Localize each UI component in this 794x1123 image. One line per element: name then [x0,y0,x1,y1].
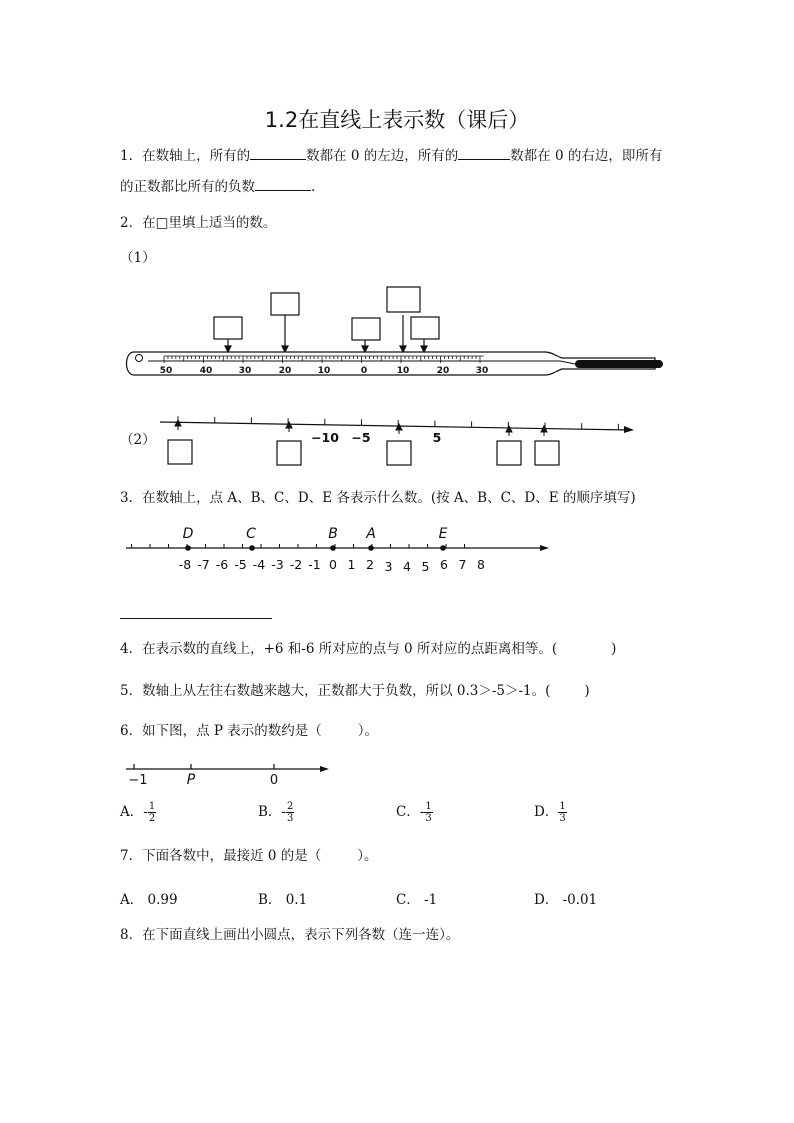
option-d[interactable]: D． $\frac{1}{3}$ [534,801,566,824]
tick-label: -3 [271,557,284,572]
tick-label: -5 [234,557,247,572]
thermometer-tick-label: 50 [159,366,173,376]
answer-box[interactable] [277,441,301,465]
thermometer-tick-label: 20 [278,366,292,376]
tick-label: -7 [197,557,210,572]
tick-label: 3 [384,559,393,574]
thermometer-tick-label: 30 [475,366,489,376]
axis-label: 0 [269,773,279,788]
option-b[interactable]: B．- $\frac{2}{3}$ [258,801,294,824]
tick-label: -4 [252,557,266,572]
thermometer-tick-label: 20 [436,366,450,376]
tick-label: 8 [477,557,485,572]
thermometer-tick-label: 10 [317,366,331,376]
point-label: B [328,526,338,542]
thermometer-tick-label: 0 [360,366,368,376]
question-4: 4．在表示数的直线上，+6 和-6 所对应的点与 0 所对应的点距离相等。( ) [120,641,617,657]
point-label: C [246,526,256,542]
points-number-line [120,520,560,578]
tick-label: -2 [289,557,303,572]
option-c[interactable]: C． -1 [396,892,438,908]
answer-line[interactable] [120,618,272,619]
point-label: A [366,526,376,542]
answer-box[interactable] [535,441,559,465]
answer-box[interactable] [214,317,242,339]
tick-label: -1 [308,557,321,572]
tick-label: 5 [421,559,430,574]
thermometer-figure [120,280,680,390]
tick-label: -8 [178,557,192,572]
tick-label: 4 [403,559,411,574]
thermometer-bulb [575,360,663,368]
question-1-line-2: 的正数都比所有的负数 . [120,179,316,195]
question-6-stem: 6．如下图，点 P 表示的数约是（ ）。 [120,723,379,739]
point-label: D [182,526,194,542]
question-5: 5．数轴上从左往右数越来越大，正数都大于负数，所以 0.3＞-5＞-1。( ) [120,683,590,699]
point-label: P [186,772,196,788]
option-c[interactable]: C．- $\frac{1}{3}$ [396,801,432,824]
question-1-line-1: 1．在数轴上，所有的 数都在 0 的左边，所有的 数都在 0 的右边，即所有 [120,148,663,164]
option-b[interactable]: B． 0.1 [258,892,308,908]
tick-label: 2 [366,557,374,572]
answer-box[interactable] [411,317,439,339]
page-title: 1.2在直线上表示数（课后） [264,108,530,132]
thermometer-tick-label: 10 [396,366,410,376]
thermometer-tick-label: 30 [238,366,252,376]
p-number-line [120,755,335,789]
tick-label: 0 [329,557,337,572]
tick-label: 6 [440,557,448,572]
answer-box[interactable] [497,441,521,465]
answer-box[interactable] [271,293,299,315]
tick-label: 7 [458,557,467,572]
question-3-stem: 3．在数轴上，点 A、B、C、D、E 各表示什么数。(按 A、B、C、D、E 的顺序填写) [120,490,636,506]
option-a[interactable]: A．- $\frac{1}{2}$ [120,801,156,824]
axis-label: −10 [311,430,339,445]
answer-box[interactable] [387,441,411,465]
answer-blank[interactable] [458,146,510,160]
axis-label: 5 [432,430,442,445]
question-7-stem: 7．下面各数中，最接近 0 的是（ ）。 [120,848,378,864]
tick-label: 1 [347,557,356,572]
axis-label: −1 [128,773,148,788]
question-2-part-1-label: （1） [120,250,156,266]
option-a[interactable]: A． 0.99 [120,892,178,908]
question-2-part-2-label: （2） [120,432,156,448]
answer-box[interactable] [352,318,380,340]
option-d[interactable]: D． -0.01 [534,892,598,908]
answer-box[interactable] [387,287,420,312]
point-label: E [438,526,448,542]
question-2-stem: 2．在□里填上适当的数。 [120,215,277,231]
tick-label: -6 [215,557,229,572]
question-8-stem: 8．在下面直线上画出小圆点，表示下列各数（连一连）。 [120,927,460,943]
answer-box[interactable] [168,440,192,464]
axis-label: −5 [351,430,371,445]
number-line-figure [150,410,640,470]
answer-blank[interactable] [255,177,311,191]
thermometer-tick-label: 40 [199,366,213,376]
answer-blank[interactable] [250,146,306,160]
